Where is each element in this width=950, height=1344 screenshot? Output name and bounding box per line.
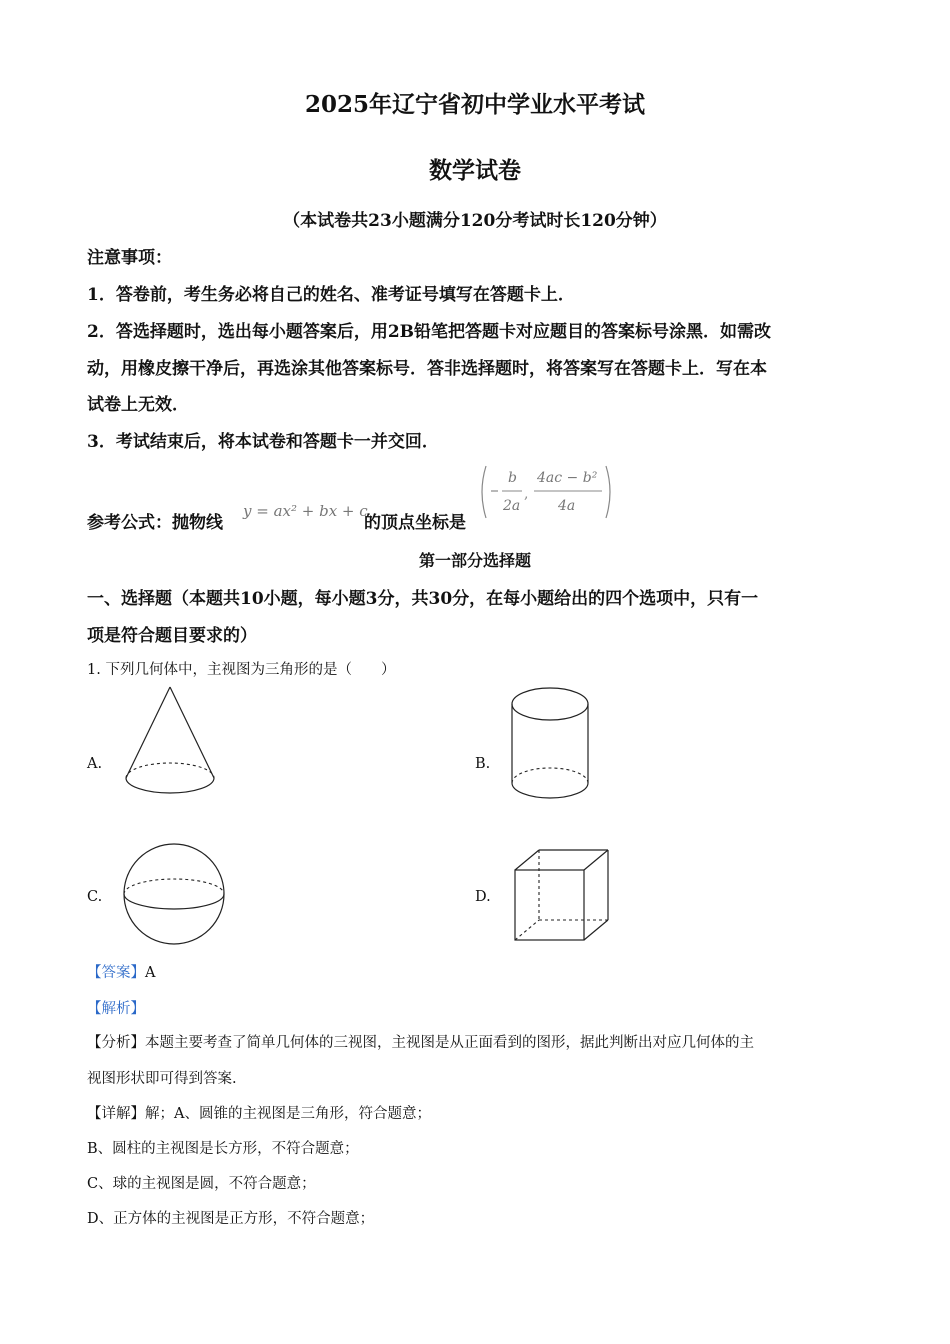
fenxi-tag: 【分析】	[87, 1035, 145, 1051]
option-d-label: D.	[475, 889, 491, 905]
detail-line-3: C、球的主视图是圆，不符合题意；	[87, 1176, 316, 1192]
note-item-1: 1．答卷前，考生务必将自己的姓名、准考证号填写在答题卡上．	[87, 285, 575, 305]
formula-mid-text: 的顶点坐标是	[364, 513, 466, 533]
detail-line-4: D、正方体的主视图是正方形，不符合题意；	[87, 1211, 375, 1227]
exam-subtitle: 数学试卷	[429, 157, 521, 184]
vertex-x-numerator: b	[508, 470, 517, 486]
notes-heading: 注意事项：	[87, 248, 172, 268]
section-heading-line-2: 项是符合题目要求的）	[87, 626, 257, 646]
detail-tag: 【详解】	[87, 1106, 145, 1122]
option-a-label: A.	[87, 756, 103, 772]
vertex-y-denominator: 4a	[558, 498, 576, 514]
fenxi-text-1: 本题主要考查了简单几何体的三视图，主视图是从正面看到的图形，据此判断出对应几何体的主	[145, 1035, 754, 1051]
fenxi-line-1	[87, 1031, 754, 1052]
section-heading-line-1: 一、选择题（本题共10小题，每小题3分，共30分，在每小题给出的四个选项中，只有一	[87, 589, 759, 609]
vertex-x-denominator: 2a	[503, 498, 521, 514]
detail-line-2: B、圆柱的主视图是长方形，不符合题意；	[87, 1141, 359, 1157]
formula-label: 参考公式：抛物线	[87, 513, 223, 533]
answer-value: A	[145, 965, 156, 981]
option-c-label: C.	[87, 889, 103, 905]
detail-text-1: 解；A、圆锥的主视图是三角形，符合题意；	[145, 1106, 431, 1122]
detail-line-1	[87, 1102, 431, 1123]
analysis-tag: 【解析】	[87, 1001, 145, 1017]
svg-text:,: ,	[524, 486, 529, 502]
answer-row	[87, 961, 155, 982]
fenxi-line-2: 视图形状即可得到答案.	[87, 1071, 237, 1087]
part-heading: 第一部分选择题	[418, 551, 531, 570]
note-item-2-line-2: 动，用橡皮擦干净后，再选涂其他答案标号．答非选择题时，将答案写在答题卡上．写在本	[87, 359, 767, 379]
exam-title: 2025年辽宁省初中学业水平考试	[304, 91, 645, 118]
option-b-label: B.	[475, 756, 491, 772]
note-item-3: 3．考试结束后，将本试卷和答题卡一并交回．	[87, 432, 439, 452]
parabola-equation: y = ax² + bx + c	[243, 502, 368, 520]
answer-tag: 【答案】	[87, 965, 145, 981]
exam-info: （本试卷共23小题满分120分考试时长120分钟）	[283, 211, 667, 231]
note-item-2-line-3: 试卷上无效．	[87, 395, 189, 415]
vertex-y-numerator: 4ac − b²	[537, 470, 598, 486]
note-item-2-line-1: 2．答选择题时，选出每小题答案后，用2B铅笔把答题卡对应题目的答案标号涂黑．如需改	[87, 322, 772, 342]
question-1-stem: 1. 下列几何体中，主视图为三角形的是（ ）	[87, 662, 396, 678]
